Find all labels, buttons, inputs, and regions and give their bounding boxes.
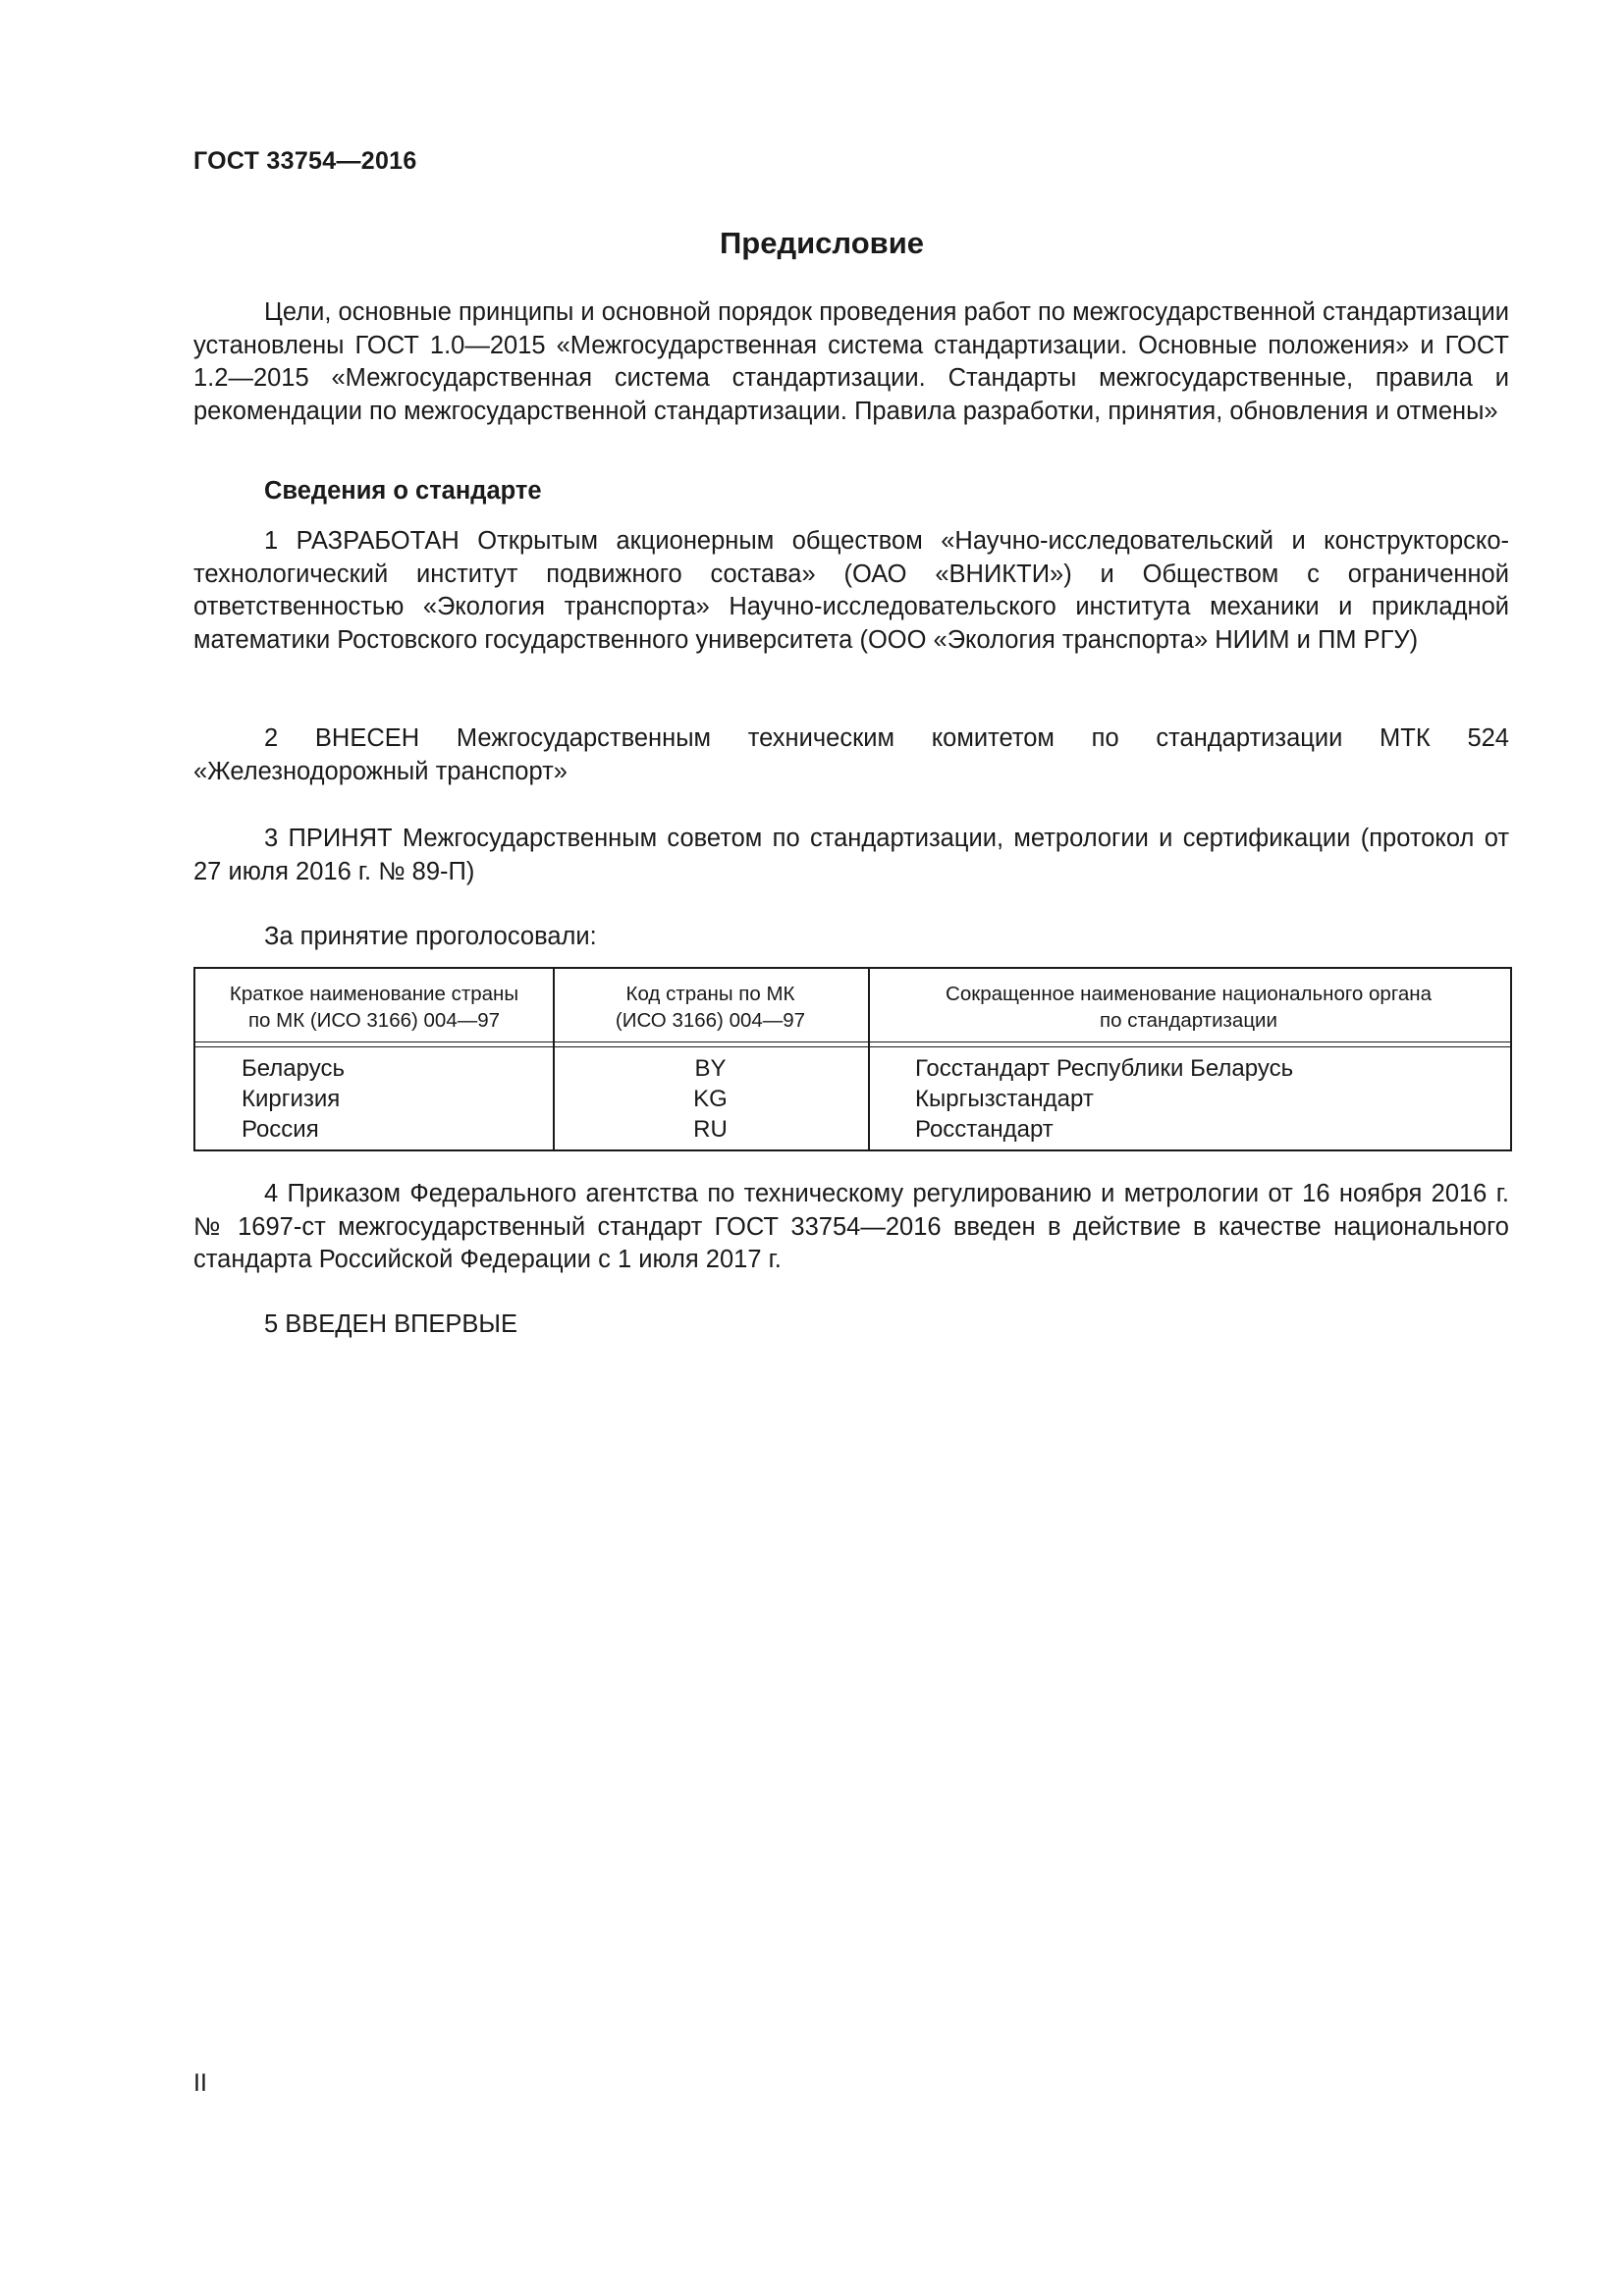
table-cell-body: Госстандарт Республики Беларусь: [915, 1055, 1294, 1082]
table-cell-country: Беларусь: [242, 1055, 345, 1082]
item-3-text: 3 ПРИНЯТ Межгосударственным советом по стандартизации, метрологии и сертификации (протокол от 27 июля 2016 г. № 89-П): [193, 825, 1509, 885]
section-heading: Сведения о стандарте: [264, 477, 542, 505]
item-4-block: [193, 1178, 1509, 1277]
header-line: Краткое наименование страны: [229, 983, 519, 1005]
header-line: Сокращенное наименование национального органа: [946, 983, 1432, 1005]
item-4-text: 4 Приказом Федерального агентства по техническому регулированию и метрологии от 16 ноября 2016 г. № 1697-ст межгосударственный стандарт ГОСТ 33754—2016 введен в действие в качестве национального стандарта Российской Федерации с 1 июля 2017 г.: [193, 1180, 1509, 1273]
header-line: по стандартизации: [1100, 1009, 1277, 1032]
table-header-body: [868, 981, 1509, 1034]
table-header-separator: [195, 1041, 1510, 1047]
intro-paragraph: Цели, основные принципы и основной порядок проведения работ по межгосударственной стандартизации установлены ГОСТ 1.0—2015 «Межгосударственная система стандартизации. Основные положения» и ГОСТ 1.2—2015 «Межгосударственная система стандартизации. Стандарты межгосударственные, правила и рекомендации по межгосударственной стандартизации. Правила разработки, принятия, обновления и отмены»: [193, 298, 1509, 425]
intro-paragraph-block: [193, 296, 1509, 428]
document-id: ГОСТ 33754—2016: [193, 147, 417, 175]
table-header-country: [195, 981, 553, 1034]
item-1-block: [193, 525, 1509, 657]
page-title: Предисловие: [719, 226, 924, 260]
table-header-code: [553, 981, 868, 1034]
item-2-text: 2 ВНЕСЕН Межгосударственным техническим комитетом по стандартизации МТК 524 «Железнодорожный транспорт»: [193, 724, 1509, 785]
item-5-text: 5 ВВЕДЕН ВПЕРВЫЕ: [264, 1310, 518, 1338]
table-cell-code: BY: [694, 1055, 727, 1082]
header-line: Код страны по МК: [625, 983, 795, 1005]
item-2-block: [193, 722, 1509, 788]
page-number: II: [193, 2069, 207, 2097]
header-line: по МК (ИСО 3166) 004—97: [247, 1009, 501, 1032]
header-line: (ИСО 3166) 004—97: [615, 1009, 806, 1032]
item-1-text: 1 РАЗРАБОТАН Открытым акционерным обществом «Научно-исследовательский и конструкторско-технологический институт подвижного состава» (ОАО «ВНИКТИ») и Обществом с ограниченной ответственностью «Экология транспорта» Научно-исследовательского института механики и прикладной математики Ростовского государственного университета (ООО «Экология транспорта» НИИМ и ПМ РГУ): [193, 527, 1509, 654]
table-cell-body: Кыргызстандарт: [915, 1086, 1094, 1112]
table-cell-code: KG: [693, 1086, 728, 1112]
table-cell-country: Россия: [242, 1116, 319, 1143]
item-3-block: [193, 823, 1509, 888]
vote-intro: За принятие проголосовали:: [264, 923, 597, 950]
table-cell-body: Росстандарт: [915, 1116, 1054, 1143]
table-cell-country: Киргизия: [242, 1086, 341, 1112]
vote-table: [193, 967, 1512, 1151]
table-cell-code: RU: [693, 1116, 728, 1143]
